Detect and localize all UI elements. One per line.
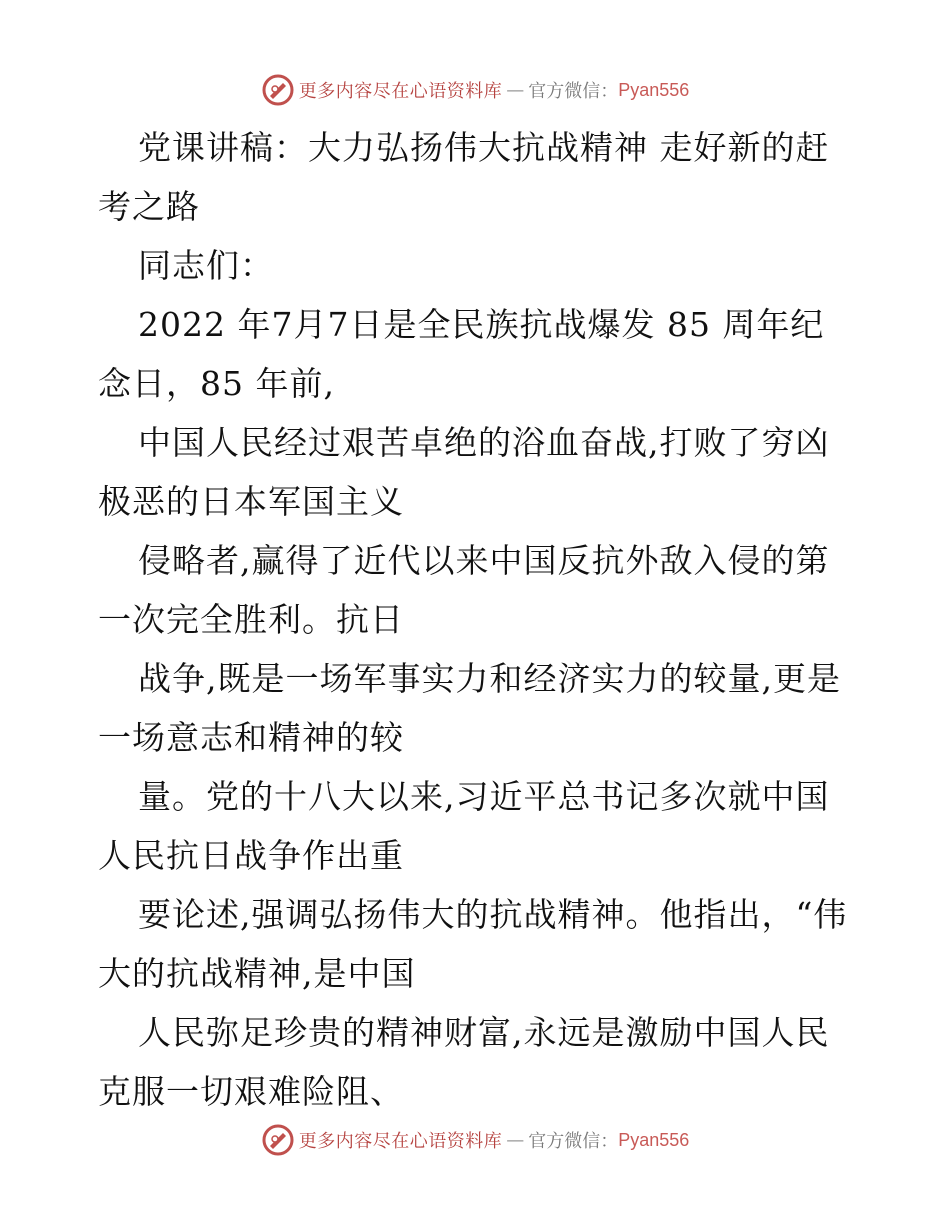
watermark-text: 更多内容尽在心语资料库 xyxy=(298,1131,503,1152)
watermark-text: 更多内容尽在心语资料库 xyxy=(298,81,503,102)
document-body xyxy=(98,118,858,1121)
watermark-wechat-id: Pyan556 xyxy=(618,79,690,100)
seal-logo-icon xyxy=(261,1123,295,1157)
seal-logo-icon xyxy=(261,73,295,107)
watermark-wechat-label: 官方微信： xyxy=(528,81,619,102)
salutation: 同志们： xyxy=(138,246,274,285)
document-title: 党课讲稿：大力弘扬伟大抗战精神 走好新的赶考之路 xyxy=(98,128,830,226)
paragraph: 人民弥足珍贵的精神财富,永远是激励中国人民克服一切艰难险阻、 xyxy=(98,1013,830,1111)
paragraph: 中国人民经过艰苦卓绝的浴血奋战,打败了穷凶极恶的日本军国主义 xyxy=(98,423,830,521)
footer-watermark xyxy=(0,1122,950,1158)
watermark-wechat-id: Pyan556 xyxy=(618,1129,690,1150)
paragraph: 量。党的十八大以来,习近平总书记多次就中国人民抗日战争作出重 xyxy=(98,777,830,875)
paragraph: 侵略者,赢得了近代以来中国反抗外敌入侵的第一次完全胜利。抗日 xyxy=(98,541,830,639)
paragraph: 2022 年7月7日是全民族抗战爆发 85 周年纪念日，85 年前, xyxy=(98,305,825,403)
watermark-separator: — xyxy=(506,1129,525,1151)
paragraph: 要论述,强调弘扬伟大的抗战精神。他指出，“伟大的抗战精神,是中国 xyxy=(98,895,848,993)
watermark-separator: — xyxy=(506,79,525,101)
header-watermark xyxy=(0,72,950,108)
watermark-wechat-label: 官方微信： xyxy=(528,1131,619,1152)
paragraph: 战争,既是一场军事实力和经济实力的较量,更是一场意志和精神的较 xyxy=(98,659,841,757)
